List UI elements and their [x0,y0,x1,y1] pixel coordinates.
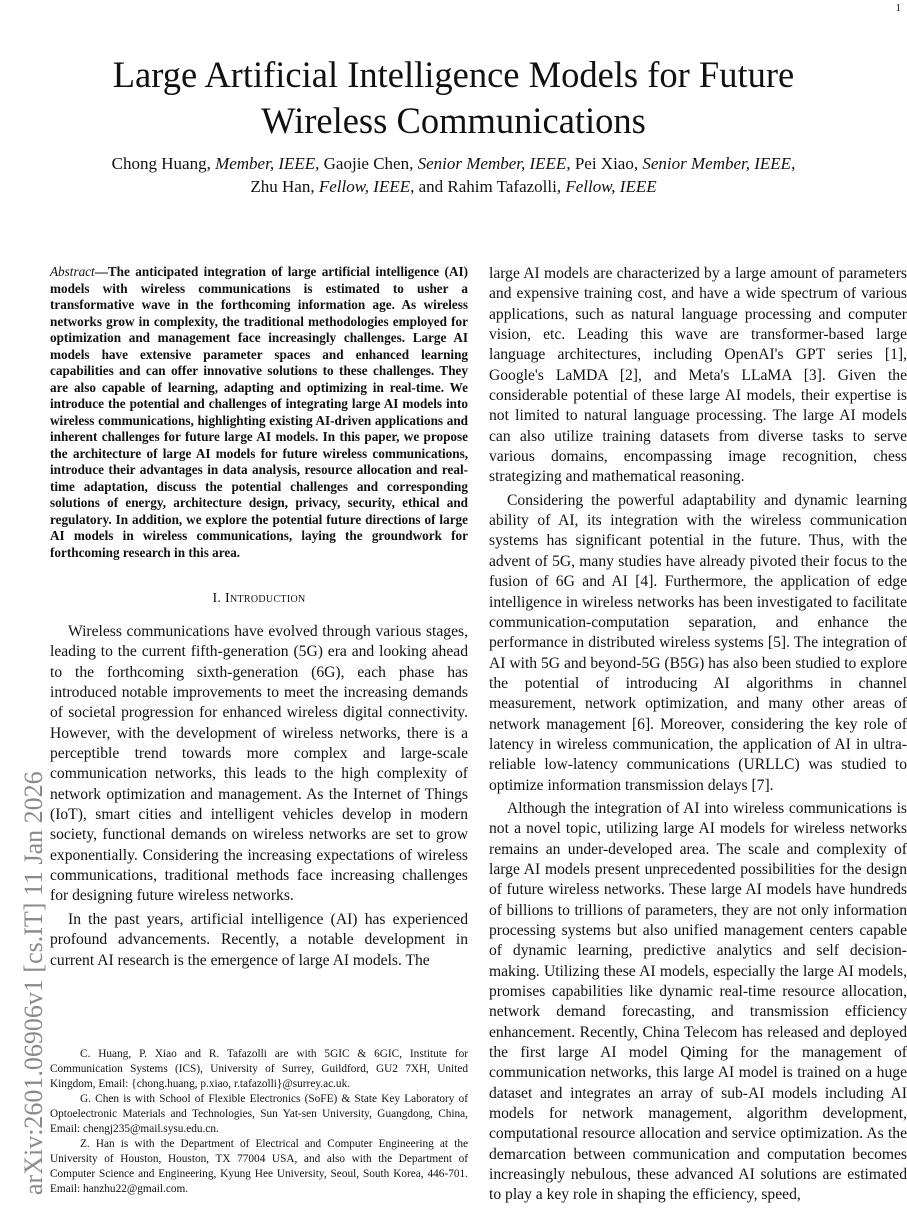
section-number: I. [212,591,226,606]
author-name: Zhu Han, [250,177,319,196]
author-membership: Senior Member, IEEE [417,154,567,173]
body-paragraph: Considering the powerful adaptability and dynamic learning ability of AI, its integration with the wireless communication systems has significant potential in the future. Thus, with the advent of 5G, many studies have already pivoted their focus to the fusion of 6G and AI [4]. Furthermore, the application of edge intelligence in wireless networks has been investigated to facilitate communication-computation separation, and enhance the performance in distributed wireless systems [5]. The integration of AI with 5G and beyond-5G (B5G) has also been studied to explore the potential of introducing AI algorithms in channel measurement, network optimization, and many other areas of network management [6]. Moreover, considering the key role of latency in wireless communication, the application of AI in ultra-reliable low-latency communications (URLLC) was studied to optimize information transmission delays [7]. [489,491,907,794]
author-membership: Fellow, IEEE [565,177,657,196]
arxiv-stamp: arXiv:2601.06906v1 [cs.IT] 11 Jan 2026 [19,771,48,1195]
abstract-text: —The anticipated integration of large artificial intelligence (AI) models with wireless communications is estimated to usher a transformative wave in the forthcoming information age. As wireless networks grow in complexity, the traditional methodologies employed for optimization and management face increasingly challenges. Large AI models have extensive parameter spaces and enhanced learning capabilities and can offer innovative solutions to these challenges. They are also capable of learning, adapting and optimizing in real-time. We introduce the potential and challenges of integrating large AI models into wireless communications, highlighting existing AI-driven applications and inherent challenges for future large AI models. In this paper, we propose the architecture of large AI models for future wireless communications, introduce their advantages in data analysis, resource allocation and real-time adaptation, discuss the potential challenges and corresponding solutions of energy, architecture design, privacy, security, ethical and regulatory. In addition, we explore the potential future directions of large AI models in wireless communications, laying the groundwork for forthcoming research in this area. [50,264,468,560]
right-column [489,264,907,1209]
section-heading-introduction [50,591,468,607]
abstract [50,264,468,561]
footnote: G. Chen is with School of Flexible Electronics (SoFE) & State Key Laboratory of Optoelectronic Materials and Technologies, Sun Yat-sen University, Guangdong, China, Email: chengj235@mail.sysu.edu.cn. [50,1093,468,1135]
body-paragraph: large AI models are characterized by a large amount of parameters and expensive training cost, and have a wide spectrum of various applications, such as natural language processing and computer vision, etc. Leading this wave are transformer-based large language architectures, including OpenAI's GPT series [1], Google's LaMDA [2], and Meta's LLaMA [3]. Given the considerable potential of these large AI models, their expertise is not limited to natural language processing. The large AI models can also utilize training datasets from diverse tasks to serve various domains, encompassing image recognition, chess strategizing and mathematical reasoning. [489,265,907,486]
left-column [50,264,468,974]
page-number: 1 [895,2,901,14]
author-name: , Gaojie Chen, [315,154,418,173]
author-name: , and Rahim Tafazolli, [410,177,566,196]
body-paragraph: Wireless communications have evolved through various stages, leading to the current fifth-generation (5G) era and looking ahead to the forthcoming sixth-generation (6G), each phase has introduced notable improvements to meet the increasing demands of societal progression for enhanced wireless digital connectivity. However, with the development of wireless networks, there is a perceptible trend towards more complex and large-scale communication networks, this leads to the high complexity of network optimization and management. As the Internet of Things (IoT), smart cities and intelligent vehicles develop in modern society, functional demands on wireless networks are set to grow exponentially. Considering the increasing expectations of wireless communications, traditional methods face increasing challenges for designing future wireless networks. [50,623,468,905]
author-separator: , [791,154,796,173]
author-membership: Fellow, IEEE [318,177,411,196]
footnote: Z. Han is with the Department of Electrical and Computer Engineering at the University of Houston, Houston, TX 77004 USA, and also with the Department of Computer Science and Engineering, Kyung Hee University, Seoul, South Korea, 446-701. Email: hanzhu22@gmail.com. [50,1138,468,1195]
body-paragraph: Although the integration of AI into wireless communications is not a novel topic, utilizing large AI models for wireless networks remains an under-developed area. The scale and complexity of large AI models present unprecedented possibilities for the design of future wireless networks. These large AI models have hundreds of billions to trillions of parameters, they are not only information processing systems but also unified management centers capable of dynamic learning, predictive analytics and self decision-making. Utilizing these AI models, especially the large AI models, promises capabilities like dynamic real-time resource allocation, network demand forecasting, and transmission efficiency enhancement. Recently, China Telecom has released and deployed the first large AI model Qiming for the management of communication networks, this large AI model is trained on a huge dataset and integrates an array of sub-AI models including AI models for network management, algorithm development, computational resource allocation and service optimization. As the demarcation between communication and computation becomes increasingly nebulous, these advanced AI solutions are estimated to play a key role in shaping the efficiency, speed, [489,799,907,1204]
footnotes [50,1047,468,1197]
author-membership: Senior Member, IEEE [642,154,792,173]
author-list [60,152,847,198]
author-name: Chong Huang, [111,154,216,173]
paper-title: Large Artificial Intelligence Models for Future Wireless Communications [112,54,795,141]
abstract-label: Abstract [50,264,95,279]
section-title: Introduction [225,591,306,606]
footnote: C. Huang, P. Xiao and R. Tafazolli are with 5GIC & 6GIC, Institute for Communication Systems (ICS), University of Surrey, Guildford, GU2 7XH, United Kingdom, Email: {chong.huang, p.xiao, r.tafazolli}@surrey.ac.uk. [50,1048,468,1090]
author-name: , Pei Xiao, [566,154,643,173]
body-paragraph: In the past years, artificial intelligence (AI) has experienced profound advancements. Recently, a notable development in current AI research is the emergence of large AI models. The [50,910,468,969]
author-membership: Member, IEEE [215,154,316,173]
